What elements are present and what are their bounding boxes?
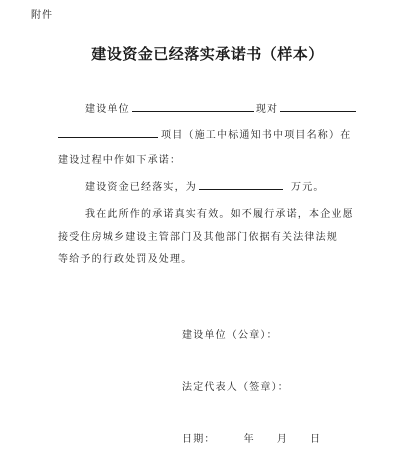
funds-unit: 万元。 <box>291 182 325 193</box>
promise-line: 建设过程中作如下承诺： <box>58 155 182 166</box>
paragraph-line-1: 我在此所作的承诺真实有效。如不履行承诺，本企业愿 <box>85 209 354 220</box>
unit-seal-label: 建设单位（公章）： <box>182 330 278 341</box>
date-day: 日 <box>310 434 322 445</box>
project-suffix: 项目（施工中标通知书中项目名称）在 <box>161 130 352 141</box>
funds-line <box>85 178 325 193</box>
project-line <box>58 126 351 141</box>
unit-blank <box>132 100 254 112</box>
funds-blank <box>199 178 283 190</box>
date-label: 日期： <box>182 434 216 445</box>
unit-label: 建设单位 <box>85 104 130 115</box>
paragraph-line-2: 接受住房城乡建设主管部门及其他部门依据有关法律法规 <box>58 232 338 243</box>
unit-line <box>85 100 356 115</box>
representative-sign-label: 法定代表人（签章）： <box>182 382 289 393</box>
now-blank <box>280 100 356 112</box>
page-title: 建设资金已经落实承诺书（样本） <box>91 45 324 63</box>
now-label: 现对 <box>255 104 279 115</box>
funds-prefix: 建设资金已经落实，为 <box>85 182 197 193</box>
paragraph-line-3: 等给予的行政处罚及处理。 <box>58 254 193 265</box>
date-month: 月 <box>276 434 289 445</box>
project-blank <box>58 126 158 138</box>
date-year: 年 <box>243 434 255 445</box>
date-line <box>182 430 321 445</box>
attachment-label: 附件 <box>31 10 53 21</box>
